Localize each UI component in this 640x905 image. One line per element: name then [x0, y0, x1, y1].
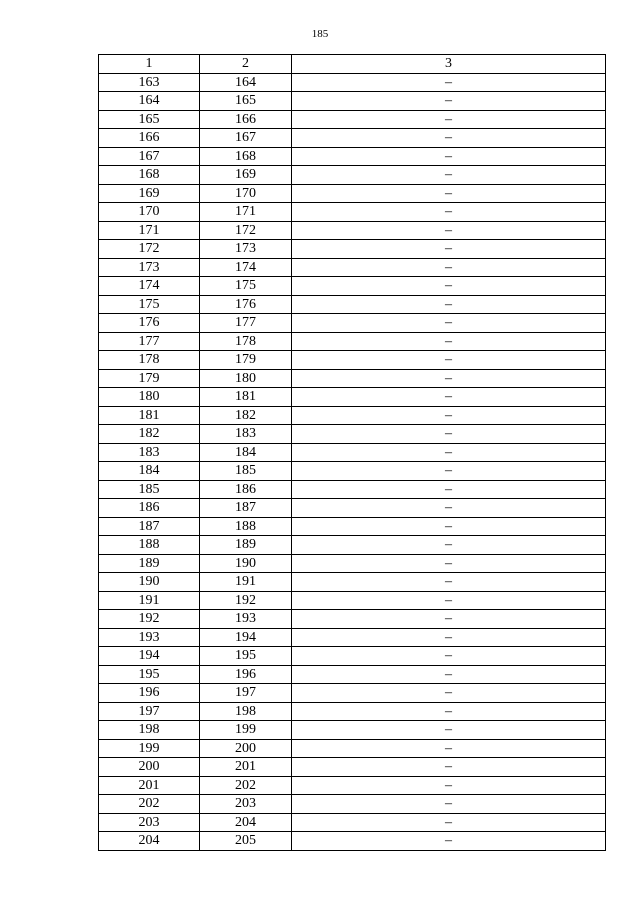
table-row	[99, 739, 606, 758]
table-cell-col2: 167	[200, 129, 292, 148]
table-row	[99, 129, 606, 148]
table-cell-col3: –	[292, 721, 606, 740]
table-cell-col1: 197	[99, 702, 200, 721]
table-cell-col3: –	[292, 536, 606, 555]
table-cell-col2: 203	[200, 795, 292, 814]
table-cell-col1: 202	[99, 795, 200, 814]
table-cell-col1: 184	[99, 462, 200, 481]
table-cell-col3: –	[292, 277, 606, 296]
table-cell-col3: –	[292, 332, 606, 351]
table-cell-col3: –	[292, 517, 606, 536]
table-cell-col3: –	[292, 92, 606, 111]
table-row	[99, 295, 606, 314]
table-cell-col1: 177	[99, 332, 200, 351]
table-cell-col2: 170	[200, 184, 292, 203]
table-cell-col3: –	[292, 110, 606, 129]
table-cell-col2: 187	[200, 499, 292, 518]
table-cell-col1: 183	[99, 443, 200, 462]
table-cell-col2: 184	[200, 443, 292, 462]
table-cell-col1: 164	[99, 92, 200, 111]
table-cell-col2: 197	[200, 684, 292, 703]
table-row	[99, 480, 606, 499]
table-cell-col1: 167	[99, 147, 200, 166]
table-row	[99, 110, 606, 129]
table-cell-col2: 202	[200, 776, 292, 795]
table-row	[99, 73, 606, 92]
table-cell-col1: 173	[99, 258, 200, 277]
table-row	[99, 166, 606, 185]
table-cell-col1: 191	[99, 591, 200, 610]
table-row	[99, 684, 606, 703]
table-cell-col2: 176	[200, 295, 292, 314]
table-cell-col2: 174	[200, 258, 292, 277]
table-row	[99, 443, 606, 462]
table-cell-col3: –	[292, 647, 606, 666]
table-cell-col1: 192	[99, 610, 200, 629]
table-row	[99, 628, 606, 647]
table-cell-col1: 187	[99, 517, 200, 536]
table-cell-col2: 164	[200, 73, 292, 92]
table-cell-col2: 192	[200, 591, 292, 610]
table-cell-col1: 194	[99, 647, 200, 666]
table-row	[99, 665, 606, 684]
table-row	[99, 776, 606, 795]
table-row	[99, 517, 606, 536]
table-cell-col1: 169	[99, 184, 200, 203]
table-cell-col3: –	[292, 480, 606, 499]
table-cell-col3: –	[292, 684, 606, 703]
table-row	[99, 92, 606, 111]
table-cell-col2: 190	[200, 554, 292, 573]
table-cell-col3: –	[292, 610, 606, 629]
table-row	[99, 610, 606, 629]
table-row	[99, 147, 606, 166]
table-row	[99, 314, 606, 333]
table-cell-col1: 166	[99, 129, 200, 148]
table-cell-col2: 200	[200, 739, 292, 758]
table-row	[99, 388, 606, 407]
data-table	[98, 54, 606, 851]
table-row	[99, 832, 606, 851]
table-cell-col3: –	[292, 73, 606, 92]
table-cell-col3: –	[292, 554, 606, 573]
table-cell-col2: 171	[200, 203, 292, 222]
table-cell-col3: –	[292, 591, 606, 610]
table-cell-col3: –	[292, 240, 606, 259]
table-row	[99, 425, 606, 444]
table-cell-col2: 186	[200, 480, 292, 499]
table-row	[99, 351, 606, 370]
header-cell-1: 1	[99, 55, 200, 74]
table-cell-col2: 168	[200, 147, 292, 166]
table-row	[99, 203, 606, 222]
table-row	[99, 758, 606, 777]
table-row	[99, 462, 606, 481]
table-row	[99, 721, 606, 740]
table-cell-col1: 195	[99, 665, 200, 684]
table-cell-col3: –	[292, 184, 606, 203]
table-cell-col1: 190	[99, 573, 200, 592]
table-cell-col2: 183	[200, 425, 292, 444]
table-cell-col1: 189	[99, 554, 200, 573]
table-cell-col2: 201	[200, 758, 292, 777]
table-cell-col1: 176	[99, 314, 200, 333]
table-cell-col1: 199	[99, 739, 200, 758]
table-row	[99, 369, 606, 388]
table-header-row	[99, 55, 606, 74]
table-cell-col1: 163	[99, 73, 200, 92]
table-cell-col3: –	[292, 166, 606, 185]
table-cell-col1: 180	[99, 388, 200, 407]
table-cell-col2: 194	[200, 628, 292, 647]
table-row	[99, 221, 606, 240]
table-cell-col3: –	[292, 702, 606, 721]
table-cell-col3: –	[292, 462, 606, 481]
table-cell-col2: 175	[200, 277, 292, 296]
table-cell-col2: 189	[200, 536, 292, 555]
table-cell-col2: 188	[200, 517, 292, 536]
table-cell-col2: 204	[200, 813, 292, 832]
table-row	[99, 591, 606, 610]
table-cell-col1: 204	[99, 832, 200, 851]
table-cell-col2: 193	[200, 610, 292, 629]
table-cell-col3: –	[292, 147, 606, 166]
table-cell-col3: –	[292, 628, 606, 647]
table-cell-col1: 203	[99, 813, 200, 832]
table-cell-col2: 182	[200, 406, 292, 425]
table-cell-col1: 182	[99, 425, 200, 444]
table-cell-col3: –	[292, 221, 606, 240]
table-row	[99, 406, 606, 425]
table-cell-col1: 178	[99, 351, 200, 370]
table-row	[99, 647, 606, 666]
table-row	[99, 702, 606, 721]
table-cell-col3: –	[292, 314, 606, 333]
table-cell-col2: 173	[200, 240, 292, 259]
table-cell-col1: 193	[99, 628, 200, 647]
table-cell-col1: 168	[99, 166, 200, 185]
table-cell-col2: 205	[200, 832, 292, 851]
table-body	[99, 73, 606, 850]
table-cell-col2: 180	[200, 369, 292, 388]
table-cell-col2: 178	[200, 332, 292, 351]
table-row	[99, 277, 606, 296]
table-cell-col3: –	[292, 739, 606, 758]
table-cell-col1: 175	[99, 295, 200, 314]
table-cell-col3: –	[292, 203, 606, 222]
table-cell-col1: 198	[99, 721, 200, 740]
table-cell-col3: –	[292, 129, 606, 148]
table-row	[99, 813, 606, 832]
table-cell-col2: 169	[200, 166, 292, 185]
table-row	[99, 240, 606, 259]
table-cell-col3: –	[292, 832, 606, 851]
table-cell-col1: 201	[99, 776, 200, 795]
page-number: 185	[311, 28, 329, 40]
table-cell-col3: –	[292, 665, 606, 684]
table-row	[99, 573, 606, 592]
table-cell-col3: –	[292, 443, 606, 462]
table-cell-col2: 185	[200, 462, 292, 481]
table-cell-col3: –	[292, 388, 606, 407]
table-cell-col2: 198	[200, 702, 292, 721]
table-cell-col3: –	[292, 351, 606, 370]
table-cell-col1: 186	[99, 499, 200, 518]
table-cell-col2: 199	[200, 721, 292, 740]
table-cell-col3: –	[292, 406, 606, 425]
table-row	[99, 499, 606, 518]
table-cell-col2: 177	[200, 314, 292, 333]
header-cell-2: 2	[200, 55, 292, 74]
table-cell-col2: 165	[200, 92, 292, 111]
table-cell-col2: 195	[200, 647, 292, 666]
table-cell-col3: –	[292, 258, 606, 277]
table-row	[99, 184, 606, 203]
table-cell-col3: –	[292, 499, 606, 518]
table-cell-col1: 185	[99, 480, 200, 499]
table-cell-col3: –	[292, 813, 606, 832]
table-cell-col1: 165	[99, 110, 200, 129]
table-cell-col3: –	[292, 776, 606, 795]
table-row	[99, 554, 606, 573]
table-row	[99, 795, 606, 814]
table-row	[99, 258, 606, 277]
table-cell-col3: –	[292, 369, 606, 388]
table-cell-col3: –	[292, 425, 606, 444]
table-cell-col1: 174	[99, 277, 200, 296]
table-cell-col1: 172	[99, 240, 200, 259]
table-cell-col1: 188	[99, 536, 200, 555]
table-row	[99, 332, 606, 351]
table-cell-col1: 170	[99, 203, 200, 222]
table-cell-col1: 196	[99, 684, 200, 703]
header-cell-3: 3	[292, 55, 606, 74]
table-row	[99, 536, 606, 555]
table-cell-col2: 181	[200, 388, 292, 407]
table-cell-col1: 181	[99, 406, 200, 425]
table-cell-col3: –	[292, 758, 606, 777]
table-cell-col1: 200	[99, 758, 200, 777]
table-cell-col2: 166	[200, 110, 292, 129]
table-cell-col3: –	[292, 295, 606, 314]
table-cell-col2: 172	[200, 221, 292, 240]
table-cell-col2: 196	[200, 665, 292, 684]
table-cell-col3: –	[292, 795, 606, 814]
table-cell-col2: 191	[200, 573, 292, 592]
table-cell-col1: 179	[99, 369, 200, 388]
table-cell-col2: 179	[200, 351, 292, 370]
table-cell-col1: 171	[99, 221, 200, 240]
table-cell-col3: –	[292, 573, 606, 592]
